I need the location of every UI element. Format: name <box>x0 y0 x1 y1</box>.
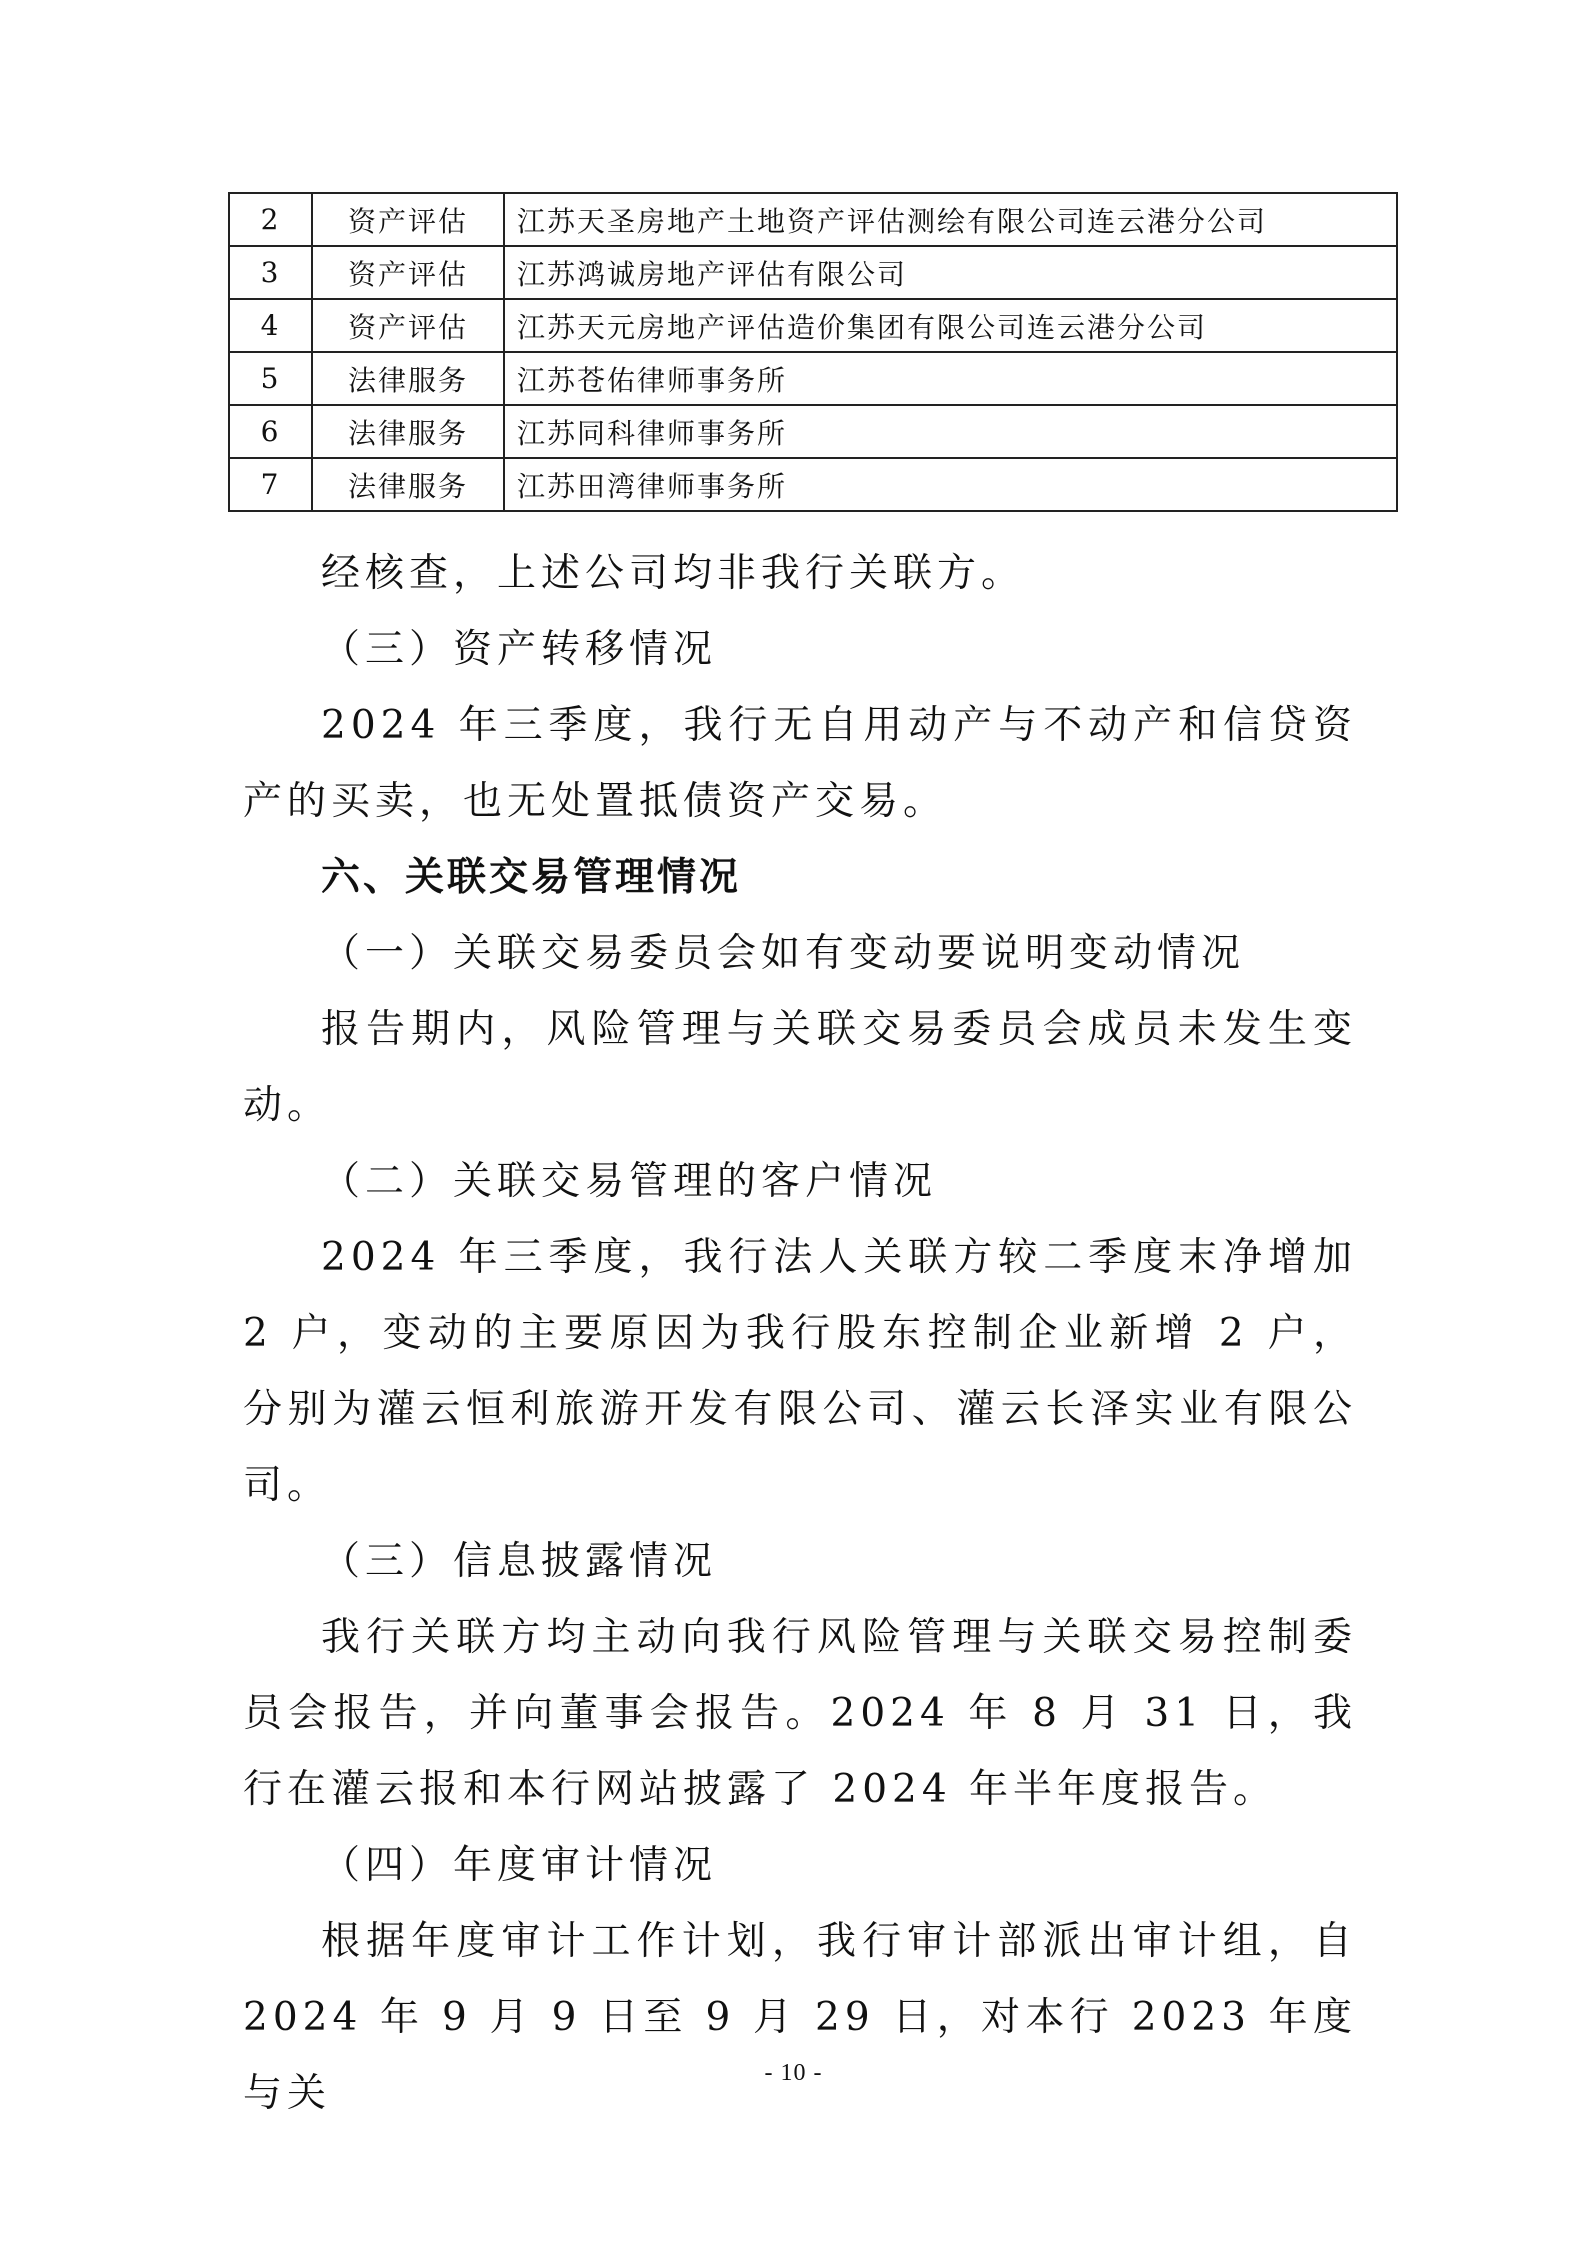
service-type: 法律服务 <box>312 352 504 405</box>
company-name: 江苏鸿诚房地产评估有限公司 <box>504 246 1397 299</box>
annual-audit-paragraph: 根据年度审计工作计划，我行审计部派出审计组，自 2024 年 9 月 9 日至 9 月 29 日，对本行 2023 年度与关 <box>243 1919 1357 2116</box>
page-number: - 10 - <box>764 2060 823 2086</box>
committee-change-heading: （一）关联交易委员会如有变动要说明变动情况 <box>321 931 1246 976</box>
row-number: 5 <box>229 352 312 405</box>
row-number: 7 <box>229 458 312 511</box>
body-text <box>243 536 1357 2132</box>
disclosure-heading: （三）信息披露情况 <box>321 1539 718 1584</box>
row-number: 2 <box>229 193 312 246</box>
row-number: 3 <box>229 246 312 299</box>
company-name: 江苏天圣房地产土地资产评估测绘有限公司连云港分公司 <box>504 193 1397 246</box>
service-type: 资产评估 <box>312 246 504 299</box>
table-row <box>229 458 1397 511</box>
table-row <box>229 405 1397 458</box>
table-row <box>229 246 1397 299</box>
committee-change-paragraph: 报告期内，风险管理与关联交易委员会成员未发生变动。 <box>243 1007 1357 1128</box>
service-type: 资产评估 <box>312 299 504 352</box>
service-type: 资产评估 <box>312 193 504 246</box>
row-number: 6 <box>229 405 312 458</box>
asset-transfer-paragraph: 2024 年三季度，我行无自用动产与不动产和信贷资产的买卖，也无处置抵债资产交易。 <box>243 703 1357 824</box>
table-row <box>229 352 1397 405</box>
customer-status-paragraph: 2024 年三季度，我行法人关联方较二季度末净增加 2 户，变动的主要原因为我行股东控制企业新增 2 户，分别为灌云恒利旅游开发有限公司、灌云长泽实业有限公司。 <box>243 1235 1357 1508</box>
company-name: 江苏苍佑律师事务所 <box>504 352 1397 405</box>
agency-table <box>228 192 1398 512</box>
company-name: 江苏天元房地产评估造价集团有限公司连云港分公司 <box>504 299 1397 352</box>
customer-status-heading: （二）关联交易管理的客户情况 <box>321 1159 938 1204</box>
company-name: 江苏同科律师事务所 <box>504 405 1397 458</box>
table-row <box>229 193 1397 246</box>
agency-table-body <box>229 193 1397 511</box>
service-type: 法律服务 <box>312 405 504 458</box>
company-name: 江苏田湾律师事务所 <box>504 458 1397 511</box>
section-six-heading: 六、关联交易管理情况 <box>321 855 742 900</box>
asset-transfer-heading: （三）资产转移情况 <box>321 627 718 672</box>
verification-paragraph: 经核查，上述公司均非我行关联方。 <box>321 551 1026 596</box>
service-type: 法律服务 <box>312 458 504 511</box>
row-number: 4 <box>229 299 312 352</box>
annual-audit-heading: （四）年度审计情况 <box>321 1843 718 1888</box>
table-row <box>229 299 1397 352</box>
disclosure-paragraph: 我行关联方均主动向我行风险管理与关联交易控制委员会报告，并向董事会报告。2024 年 8 月 31 日，我行在灌云报和本行网站披露了 2024 年半年度报告。 <box>243 1615 1357 1812</box>
